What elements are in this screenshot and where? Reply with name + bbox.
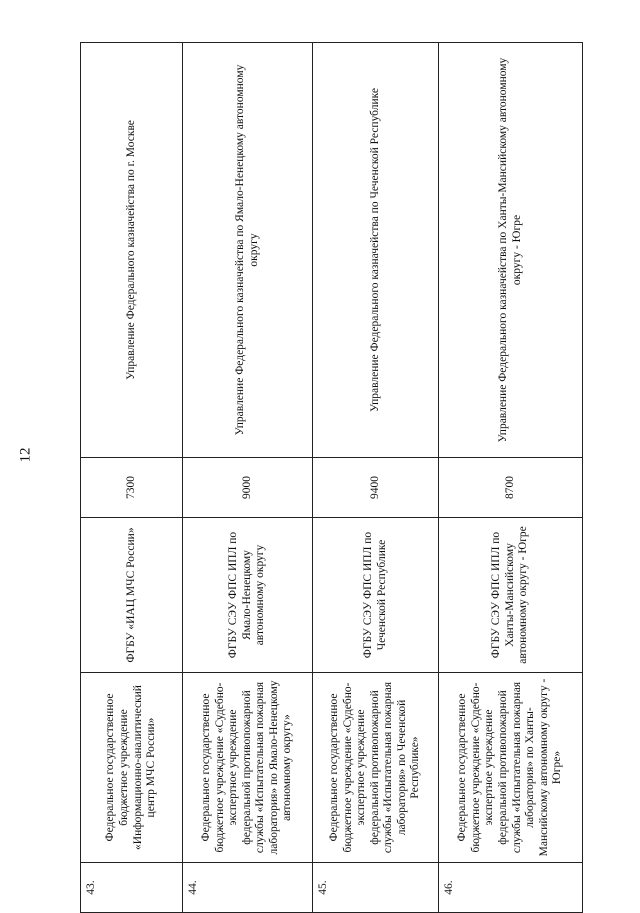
institution-code: 9000	[183, 458, 313, 518]
table-row	[439, 43, 583, 913]
row-number: 46.	[439, 863, 583, 913]
institution-code: 8700	[439, 458, 583, 518]
institution-short-name: ФГБУ СЭУ ФПС ИПЛ по Чеченской Республике	[313, 518, 439, 673]
table-container	[80, 43, 582, 913]
institution-code: 9400	[313, 458, 439, 518]
table-row	[313, 43, 439, 913]
institution-short-name: ФГБУ СЭУ ФПС ИПЛ по Ханты-Мансийскому автономному округу - Югре	[439, 518, 583, 673]
row-number: 44.	[183, 863, 313, 913]
institution-name: Федеральное государственное бюджетное учреждение «Судебно-экспертное учреждение федеральной противопожарной службы «Испытательная пожарная лаборатория» по Ханты-Мансийскому автономному округу - Югре»	[439, 673, 583, 863]
treasury-office: Управление Федерального казначейства по Ямало-Ненецкому автономному округу	[183, 43, 313, 458]
institution-name: Федеральное государственное бюджетное учреждение «Судебно-экспертное учреждение федеральной противопожарной службы «Испытательная пожарная лаборатория» по Ямало-Ненецкому автономному округу»	[183, 673, 313, 863]
page-number: 12	[17, 447, 34, 463]
treasury-office: Управление Федерального казначейства по Чеченской Республике	[313, 43, 439, 458]
row-number: 43.	[81, 863, 183, 913]
treasury-office: Управление Федерального казначейства по Ханты-Мансийскому автономному округу - Югре	[439, 43, 583, 458]
table-row	[81, 43, 183, 913]
institution-short-name: ФГБУ «ИАЦ МЧС России»	[81, 518, 183, 673]
treasury-office: Управление Федерального казначейства по г. Москве	[81, 43, 183, 458]
institutions-table	[80, 42, 583, 913]
institution-name: Федеральное государственное бюджетное учреждение «Судебно-экспертное учреждение федеральной противопожарной службы «Испытательная пожарная лаборатория» по Чеченской Республике»	[313, 673, 439, 863]
table-row	[183, 43, 313, 913]
institution-name: Федеральное государственное бюджетное учреждение «Информационно-аналитический центр МЧС России»	[81, 673, 183, 863]
row-number: 45.	[313, 863, 439, 913]
institution-short-name: ФГБУ СЭУ ФПС ИПЛ по Ямало-Ненецкому автономному округу	[183, 518, 313, 673]
institution-code: 7300	[81, 458, 183, 518]
